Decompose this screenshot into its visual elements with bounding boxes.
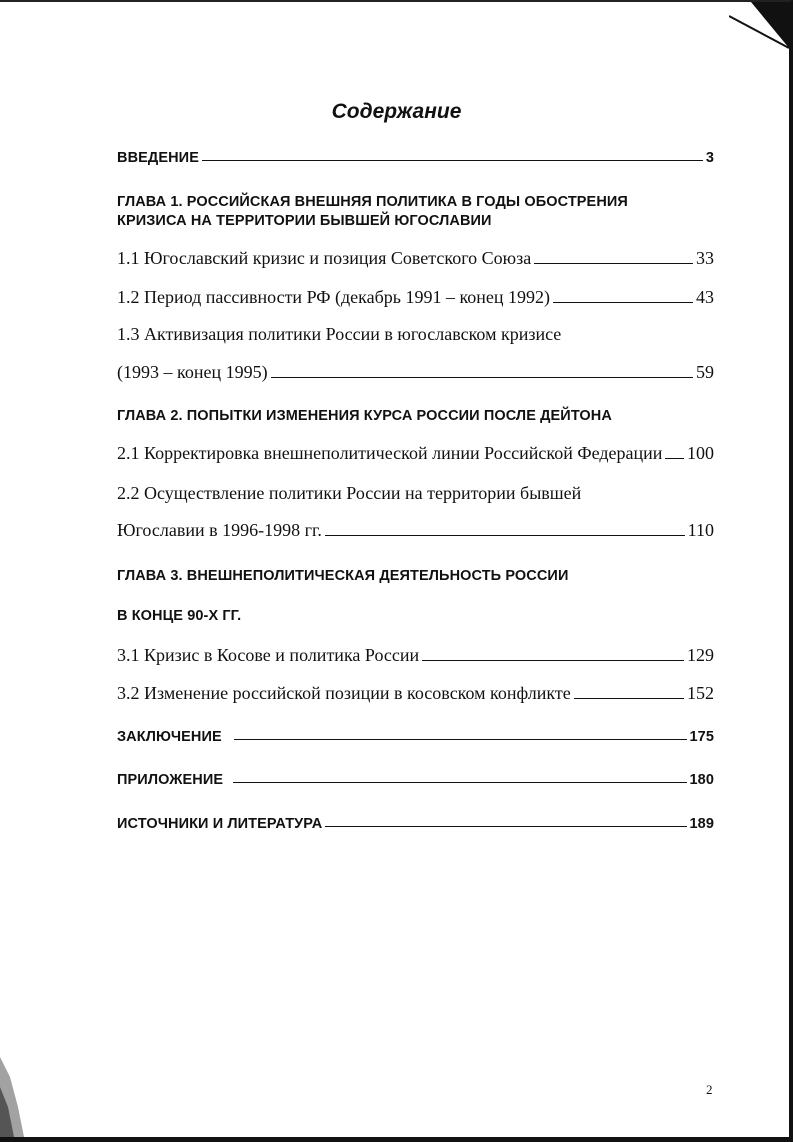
toc-page-number: 100 bbox=[687, 443, 714, 463]
chapter-2-heading: ГЛАВА 2. ПОПЫТКИ ИЗМЕНЕНИЯ КУРСА РОССИИ ПОСЛЕ ДЕЙТОНА bbox=[117, 408, 612, 424]
toc-label: ВВЕДЕНИЕ bbox=[117, 150, 199, 166]
toc-entry-sources[interactable] bbox=[117, 816, 714, 832]
toc-label: 1.2 Период пассивности РФ (декабрь 1991 – конец 1992) bbox=[117, 287, 551, 307]
toc-page-number: 33 bbox=[696, 248, 714, 268]
toc-page-number: 110 bbox=[687, 520, 714, 540]
leader-line bbox=[665, 458, 684, 459]
leader-line bbox=[574, 698, 684, 699]
toc-page-number: 180 bbox=[689, 772, 714, 788]
toc-page-number: 189 bbox=[689, 816, 714, 832]
toc-label: ИСТОЧНИКИ И ЛИТЕРАТУРА bbox=[117, 816, 323, 832]
leader-line bbox=[234, 739, 687, 740]
toc-label: ЗАКЛЮЧЕНИЕ bbox=[117, 729, 222, 745]
toc-entry-1-3[interactable] bbox=[117, 362, 714, 383]
page-number: 2 bbox=[706, 1082, 713, 1097]
chapter-1-heading-line-2: КРИЗИСА НА ТЕРРИТОРИИ БЫВШЕЙ ЮГОСЛАВИИ bbox=[117, 213, 492, 229]
toc-label: 3.1 Кризис в Косове и политика России bbox=[117, 645, 420, 665]
toc-entry-2-1[interactable] bbox=[117, 443, 714, 464]
toc-page-number: 59 bbox=[696, 362, 714, 382]
toc-label: ПРИЛОЖЕНИЕ bbox=[117, 772, 224, 788]
toc-entry-1-2[interactable] bbox=[117, 287, 714, 308]
chapter-3-heading-line-1: ГЛАВА 3. ВНЕШНЕПОЛИТИЧЕСКАЯ ДЕЯТЕЛЬНОСТЬ РОССИИ bbox=[117, 568, 569, 584]
toc-page-number: 152 bbox=[687, 683, 714, 703]
toc-entry-3-2[interactable] bbox=[117, 683, 714, 704]
page-title: Содержание bbox=[331, 100, 462, 123]
chapter-3-heading-line-2: В КОНЦЕ 90-Х ГГ. bbox=[117, 608, 242, 624]
toc-entry-3-1[interactable] bbox=[117, 645, 714, 666]
leader-line bbox=[202, 160, 703, 161]
toc-label: Югославии в 1996-1998 гг. bbox=[117, 520, 322, 540]
toc-label: (1993 – конец 1995) bbox=[117, 362, 268, 382]
leader-line bbox=[325, 826, 686, 827]
toc-page-number: 3 bbox=[705, 150, 714, 166]
toc-entry-2-2[interactable] bbox=[117, 520, 714, 541]
toc-entry-intro[interactable] bbox=[117, 150, 714, 166]
toc-entry-conclusion[interactable] bbox=[117, 729, 714, 745]
leader-line bbox=[534, 263, 693, 264]
toc-entry-2-2-line-1: 2.2 Осуществление политики России на территории бывшей bbox=[117, 483, 582, 503]
toc-label: 3.2 Изменение российской позиции в косовском конфликте bbox=[117, 683, 571, 703]
leader-line bbox=[233, 782, 686, 783]
folded-corner-mark bbox=[729, 2, 789, 52]
toc-page-number: 43 bbox=[696, 287, 714, 307]
toc-entry-appendix[interactable] bbox=[117, 772, 714, 788]
chapter-1-heading-line-1: ГЛАВА 1. РОССИЙСКАЯ ВНЕШНЯЯ ПОЛИТИКА В ГОДЫ ОБОСТРЕНИЯ bbox=[117, 194, 628, 210]
toc-label: 2.1 Корректировка внешнеполитической линии Российской Федерации bbox=[117, 443, 663, 463]
leader-line bbox=[553, 302, 693, 303]
scan-edge-smudge bbox=[0, 1057, 26, 1137]
toc-entry-1-1[interactable] bbox=[117, 248, 714, 269]
leader-line bbox=[422, 660, 684, 661]
leader-line bbox=[325, 535, 685, 536]
toc-entry-1-3-line-1: 1.3 Активизация политики России в югославском кризисе bbox=[117, 324, 562, 344]
leader-line bbox=[271, 377, 693, 378]
toc-page-number: 175 bbox=[689, 729, 714, 745]
toc-label: 1.1 Югославский кризис и позиция Советского Союза bbox=[117, 248, 532, 268]
toc-page-number: 129 bbox=[687, 645, 714, 665]
